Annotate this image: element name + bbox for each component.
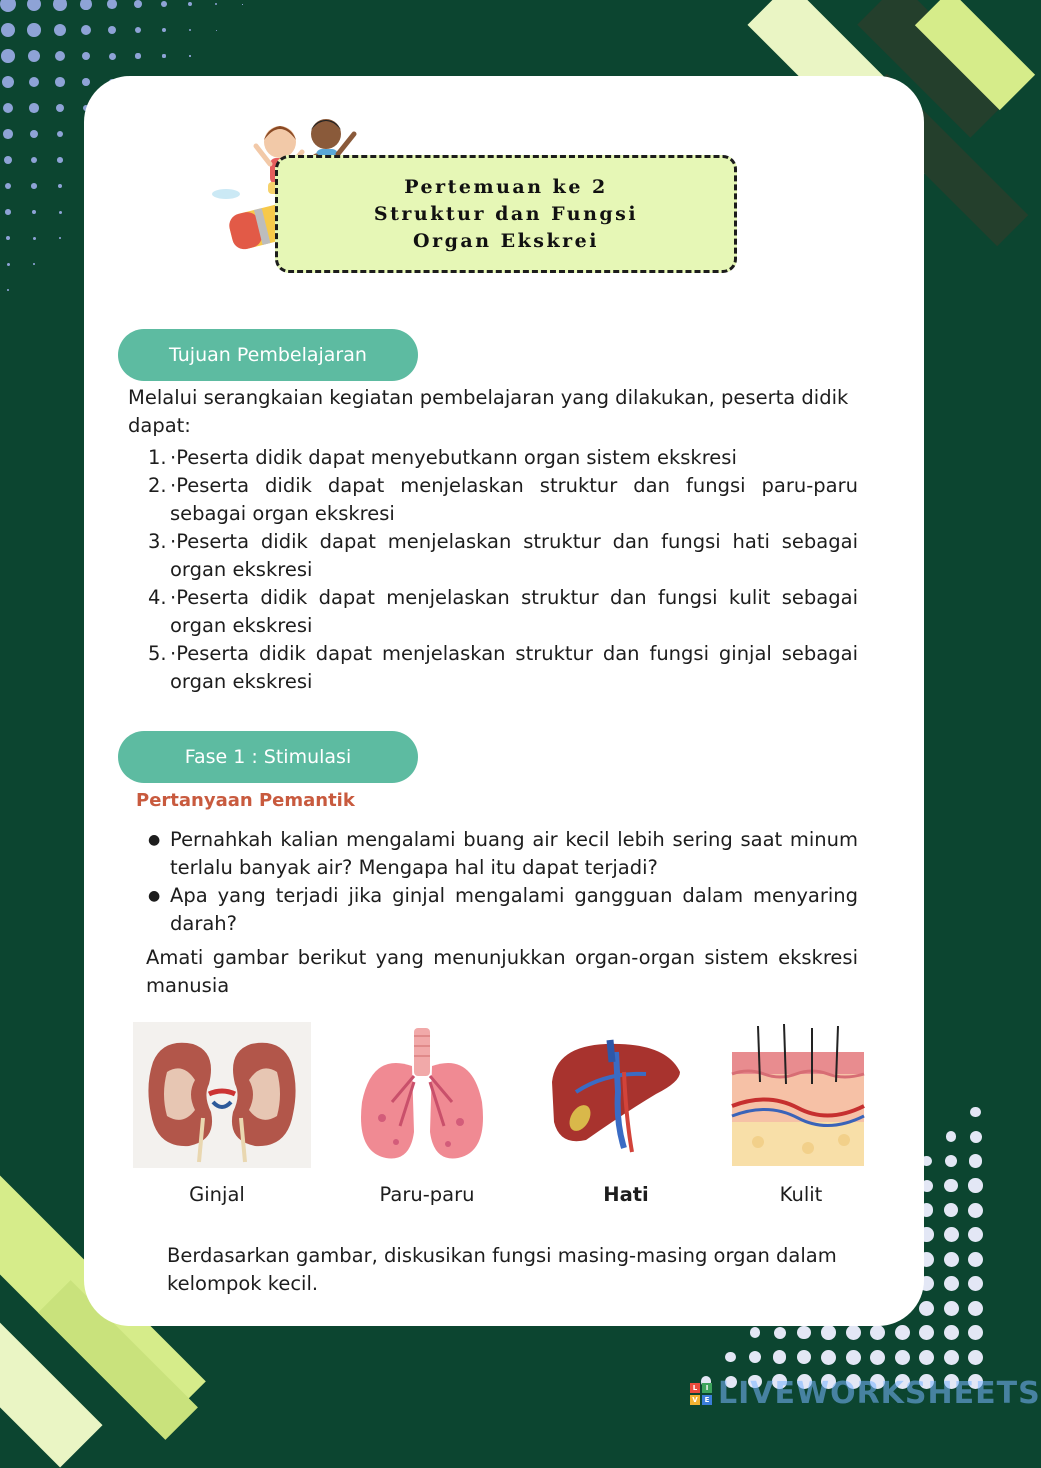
decorative-dot [161,1,167,7]
decorative-dot [2,76,14,88]
bullet-icon: ● [148,826,170,882]
lesson-topic-line2: Organ Ekskrei [413,228,599,255]
decorative-dot [3,129,13,139]
decorative-dot [821,1325,836,1340]
decorative-dot [5,183,12,190]
decorative-dot [944,1227,959,1242]
bullet-icon: ● [148,882,170,938]
list-item: ● Pernahkah kalian mengalami buang air kecil lebih sering saat minum terlalu banyak air? Mengapa hal itu dapat terjadi? [148,826,858,882]
kidney-image [133,1022,311,1168]
decorative-dot [216,30,217,31]
decorative-dot [57,131,64,138]
decorative-dot [919,1350,934,1365]
decorative-dot [82,78,90,86]
decorative-dot [970,1107,981,1118]
list-item: 5. ·Peserta didik dapat menjelaskan struktur dan fungsi ginjal sebagai organ ekskresi [148,640,858,696]
decorative-dot [970,1131,982,1143]
decorative-dot [945,1155,957,1167]
decorative-dot [797,1350,812,1365]
decorative-dot [944,1325,959,1340]
decorative-dot [58,184,62,188]
decorative-dot [53,0,66,11]
decorative-dot [750,1327,761,1338]
discussion-instruction: Berdasarkan gambar, diskusikan fungsi masing-masing organ dalam kelompok kecil. [167,1242,887,1298]
decorative-dot [870,1350,885,1365]
decorative-dot [32,210,36,214]
organ-label-lungs: Paru-paru [347,1183,507,1206]
lesson-topic-line1: Struktur dan Fungsi [374,201,638,228]
decorative-dot [4,156,12,164]
decorative-dot [31,183,37,189]
decorative-dot [7,263,10,266]
list-item: 2. ·Peserta didik dapat menjelaskan struktur dan fungsi paru-paru sebagai organ ekskresi [148,472,858,528]
logo-brand-text: LIVEWORKSHEETS [718,1376,1041,1411]
list-item: 4. ·Peserta didik dapat menjelaskan struktur dan fungsi kulit sebagai organ ekskresi [148,584,858,640]
decorative-dot [944,1179,957,1192]
decorative-dot [189,55,190,56]
decorative-dot [31,157,38,164]
decorative-dot [919,1325,934,1340]
decorative-dot [108,26,116,34]
lesson-meeting-label: Pertemuan ke 2 [404,174,608,201]
decorative-dot [774,1327,786,1339]
list-item: 1. ·Peserta didik dapat menyebutkann organ sistem ekskresi [148,444,858,472]
decorative-dot [55,77,65,87]
trigger-questions-heading: Pertanyaan Pemantik [136,790,355,811]
decorative-dot [0,0,16,12]
decorative-dot [33,237,36,240]
list-item: 3. ·Peserta didik dapat menjelaskan struktur dan fungsi hati sebagai organ ekskresi [148,528,858,584]
decorative-dot [59,211,62,214]
decorative-dot [6,236,10,240]
decorative-dot [968,1276,983,1291]
organ-label-liver: Hati [546,1183,706,1206]
decorative-dot [55,51,66,62]
decorative-dot [3,103,14,114]
decorative-dot [944,1252,959,1267]
decorative-dot [1,49,14,62]
decorative-dot [821,1350,836,1365]
decorative-dot [968,1301,983,1316]
decorative-dot [944,1301,959,1316]
observe-instruction: Amati gambar berikut yang menunjukkan organ-organ sistem ekskresi manusia [146,944,858,1000]
decorative-dot [944,1350,959,1365]
decorative-dot [895,1350,910,1365]
decorative-dot [7,289,9,291]
decorative-dot [773,1350,786,1363]
decorative-dot [5,209,11,215]
decorative-dot [969,1154,982,1167]
decorative-dot [56,104,64,112]
lesson-title-box [275,155,737,273]
decorative-dot [28,50,40,62]
decorative-dot [968,1350,983,1365]
decorative-dot [188,2,192,6]
decorative-dot [162,28,167,33]
decorative-dot [57,157,63,163]
decorative-dot [946,1131,957,1142]
decorative-dot [944,1276,959,1291]
learning-goals-list [148,444,858,696]
decorative-dot [29,77,40,88]
section-title-learning-goals: Tujuan Pembelajaran [118,329,418,381]
decorative-dot [749,1351,761,1363]
decorative-dot [109,53,116,60]
skin-layers-image [728,1022,868,1168]
logo-squares-icon: L I V E [690,1383,712,1405]
decorative-dot [81,25,91,35]
decorative-dot [30,130,38,138]
trigger-questions-list [148,826,858,938]
decorative-dot [107,0,117,9]
list-item: ● Apa yang terjadi jika ginjal mengalami gangguan dalam menyaring darah? [148,882,858,938]
decorative-dot [968,1252,983,1267]
lungs-image [352,1022,492,1168]
section-title-stimulation: Fase 1 : Stimulasi [118,731,418,783]
liver-image [546,1022,686,1168]
organ-label-kidney: Ginjal [137,1183,297,1206]
decorative-dot [846,1325,861,1340]
decorative-dot [80,0,92,10]
decorative-dot [944,1203,959,1218]
decorative-dot [870,1325,885,1340]
decorative-dot [134,0,142,8]
decorative-dot [135,27,141,33]
decorative-dot [33,263,35,265]
decorative-dot [135,53,140,58]
decorative-dot [968,1178,983,1193]
decorative-dot [29,103,39,113]
decorative-dot [968,1203,983,1218]
decorative-dot [968,1227,983,1242]
decorative-dot [162,54,165,57]
decorative-dot [82,52,91,61]
decorative-dot [27,23,40,36]
decorative-dot [27,0,42,11]
decorative-dot [919,1301,934,1316]
decorative-dot [54,24,66,36]
organ-label-skin: Kulit [721,1183,881,1206]
decorative-dot [1,23,16,38]
decorative-dot [846,1350,861,1365]
liveworksheets-logo[interactable] [690,1376,1041,1411]
learning-goals-intro: Melalui serangkaian kegiatan pembelajaran yang dilakukan, peserta didik dapat: [128,384,884,440]
decorative-dot [895,1325,910,1340]
decorative-dot [968,1325,983,1340]
decorative-dot [725,1352,736,1363]
decorative-dot [59,237,61,239]
decorative-dot [215,3,217,5]
decorative-dot [797,1326,810,1339]
decorative-dot [189,29,192,32]
